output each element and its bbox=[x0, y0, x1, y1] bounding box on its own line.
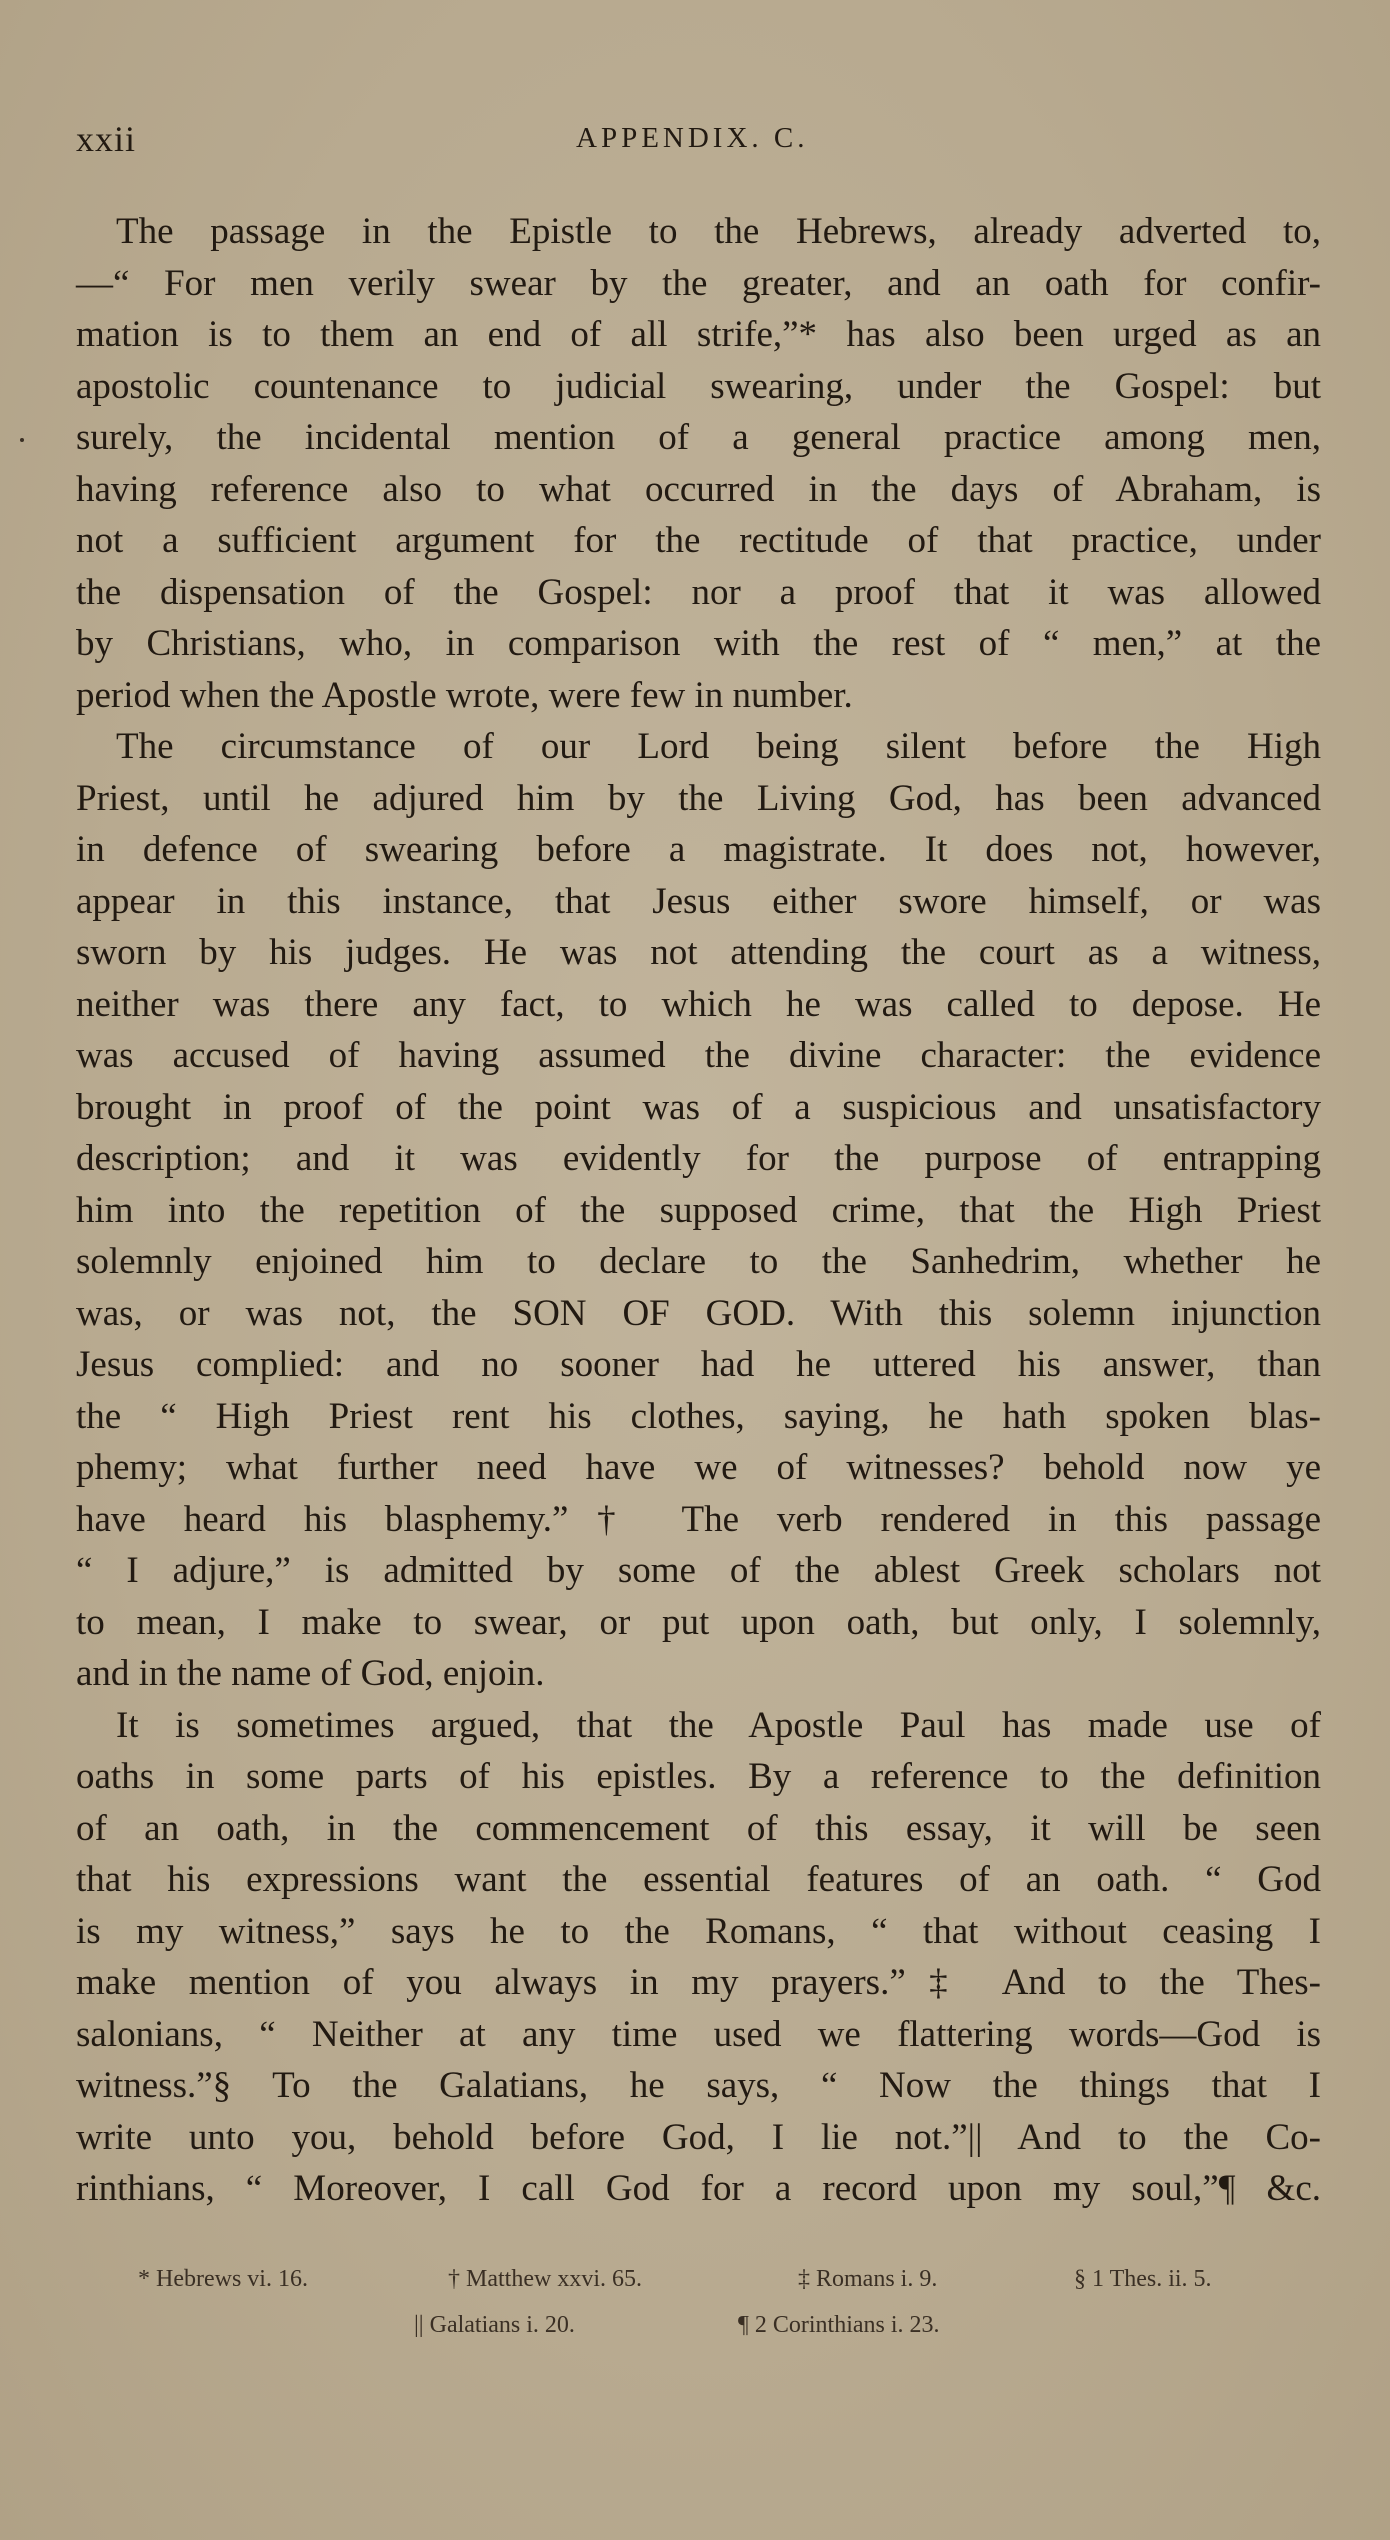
text-line: not a sufficient argument for the rectitude of that practice, under bbox=[76, 520, 1321, 561]
footnote-hebrews: * Hebrews vi. 16. bbox=[138, 2266, 308, 2292]
text-line: is my witness,” says he to the Romans, “ that without ceasing I bbox=[76, 1910, 1321, 1952]
text-line: having reference also to what occurred in the days of Abraham, is bbox=[76, 468, 1321, 510]
text-line: him into the repetition of the supposed crime, that the High Priest bbox=[76, 1189, 1321, 1231]
text-line: witness.”§ To the Galatians, he says, “ Now the things that I bbox=[76, 2065, 1321, 2106]
footnote-matthew: † Matthew xxvi. 65. bbox=[448, 2266, 642, 2292]
text-line: The passage in the Epistle to the Hebrews, already adverted to, bbox=[116, 211, 1321, 252]
text-line: make mention of you always in my prayers.”‡ And to the Thes- bbox=[76, 1962, 1321, 2003]
text-line: that his expressions want the essential features of an oath. “ God bbox=[76, 1859, 1321, 1900]
stray-ink-mark bbox=[20, 438, 24, 442]
text-line: and in the name of God, enjoin. bbox=[76, 1653, 545, 1694]
text-line: in defence of swearing before a magistrate. It does not, however, bbox=[76, 829, 1321, 870]
footnote-romans: ‡ Romans i. 9. bbox=[798, 2266, 938, 2292]
footnote-row bbox=[130, 2312, 1280, 2358]
text-line: surely, the incidental mention of a general practice among men, bbox=[76, 417, 1321, 458]
text-line: the dispensation of the Gospel: nor a proof that it was allowed bbox=[76, 571, 1321, 613]
text-line: appear in this instance, that Jesus either swore himself, or was bbox=[76, 880, 1321, 922]
text-line: the “ High Priest rent his clothes, saying, he hath spoken blas- bbox=[76, 1395, 1321, 1437]
text-line: was accused of having assumed the divine character: the evidence bbox=[76, 1035, 1321, 1076]
footnote-row bbox=[130, 2266, 1280, 2312]
body-text bbox=[76, 206, 1321, 2215]
text-line: write unto you, behold before God, I lie not.”|| And to the Co- bbox=[76, 2116, 1321, 2158]
text-line: solemnly enjoined him to declare to the Sanhedrim, whether he bbox=[76, 1241, 1321, 1282]
text-line: rinthians, “ Moreover, I call God for a record upon my soul,”¶ &c. bbox=[76, 2168, 1321, 2209]
footnote-galatians: || Galatians i. 20. bbox=[414, 2312, 575, 2338]
text-line: have heard his blasphemy.”† The verb rendered in this passage bbox=[76, 1498, 1321, 1540]
text-line: neither was there any fact, to which he was called to depose. He bbox=[76, 983, 1321, 1025]
text-line: phemy; what further need have we of witnesses? behold now ye bbox=[76, 1447, 1321, 1488]
text-line: sworn by his judges. He was not attending the court as a witness, bbox=[76, 932, 1321, 973]
text-line: —“ For men verily swear by the greater, and an oath for confir- bbox=[76, 262, 1321, 304]
text-line: period when the Apostle wrote, were few in number. bbox=[76, 674, 853, 716]
text-line: brought in proof of the point was of a suspicious and unsatisfactory bbox=[76, 1086, 1321, 1128]
footnote-corinthians: ¶ 2 Corinthians i. 23. bbox=[738, 2312, 940, 2338]
text-line: Jesus complied: and no sooner had he uttered his answer, than bbox=[76, 1344, 1321, 1385]
text-line: “ I adjure,” is admitted by some of the ablest Greek scholars not bbox=[76, 1550, 1321, 1591]
text-line: It is sometimes argued, that the Apostle Paul has made use of bbox=[116, 1704, 1321, 1746]
page-header bbox=[76, 118, 1316, 168]
text-line: was, or was not, the SON OF GOD. With this solemn injunction bbox=[76, 1292, 1321, 1334]
footnote-thessalonians: § 1 Thes. ii. 5. bbox=[1074, 2266, 1212, 2292]
text-line: description; and it was evidently for the purpose of entrapping bbox=[76, 1138, 1321, 1179]
text-line: oaths in some parts of his epistles. By a reference to the definition bbox=[76, 1756, 1321, 1797]
text-line: apostolic countenance to judicial swearing, under the Gospel: but bbox=[76, 365, 1321, 407]
text-line: Priest, until he adjured him by the Living God, has been advanced bbox=[76, 777, 1321, 819]
running-head: APPENDIX. C. bbox=[576, 122, 809, 154]
footnotes bbox=[130, 2266, 1280, 2358]
text-line: of an oath, in the commencement of this essay, it will be seen bbox=[76, 1807, 1321, 1849]
text-line: The circumstance of our Lord being silent before the High bbox=[116, 726, 1321, 767]
text-line: by Christians, who, in comparison with the rest of “ men,” at the bbox=[76, 623, 1321, 664]
text-line: mation is to them an end of all strife,”* has also been urged as an bbox=[76, 314, 1321, 355]
page-number: xxii bbox=[76, 119, 137, 159]
text-line: to mean, I make to swear, or put upon oath, but only, I solemnly, bbox=[76, 1601, 1321, 1643]
text-line: salonians, “ Neither at any time used we flattering words—God is bbox=[76, 2013, 1321, 2055]
